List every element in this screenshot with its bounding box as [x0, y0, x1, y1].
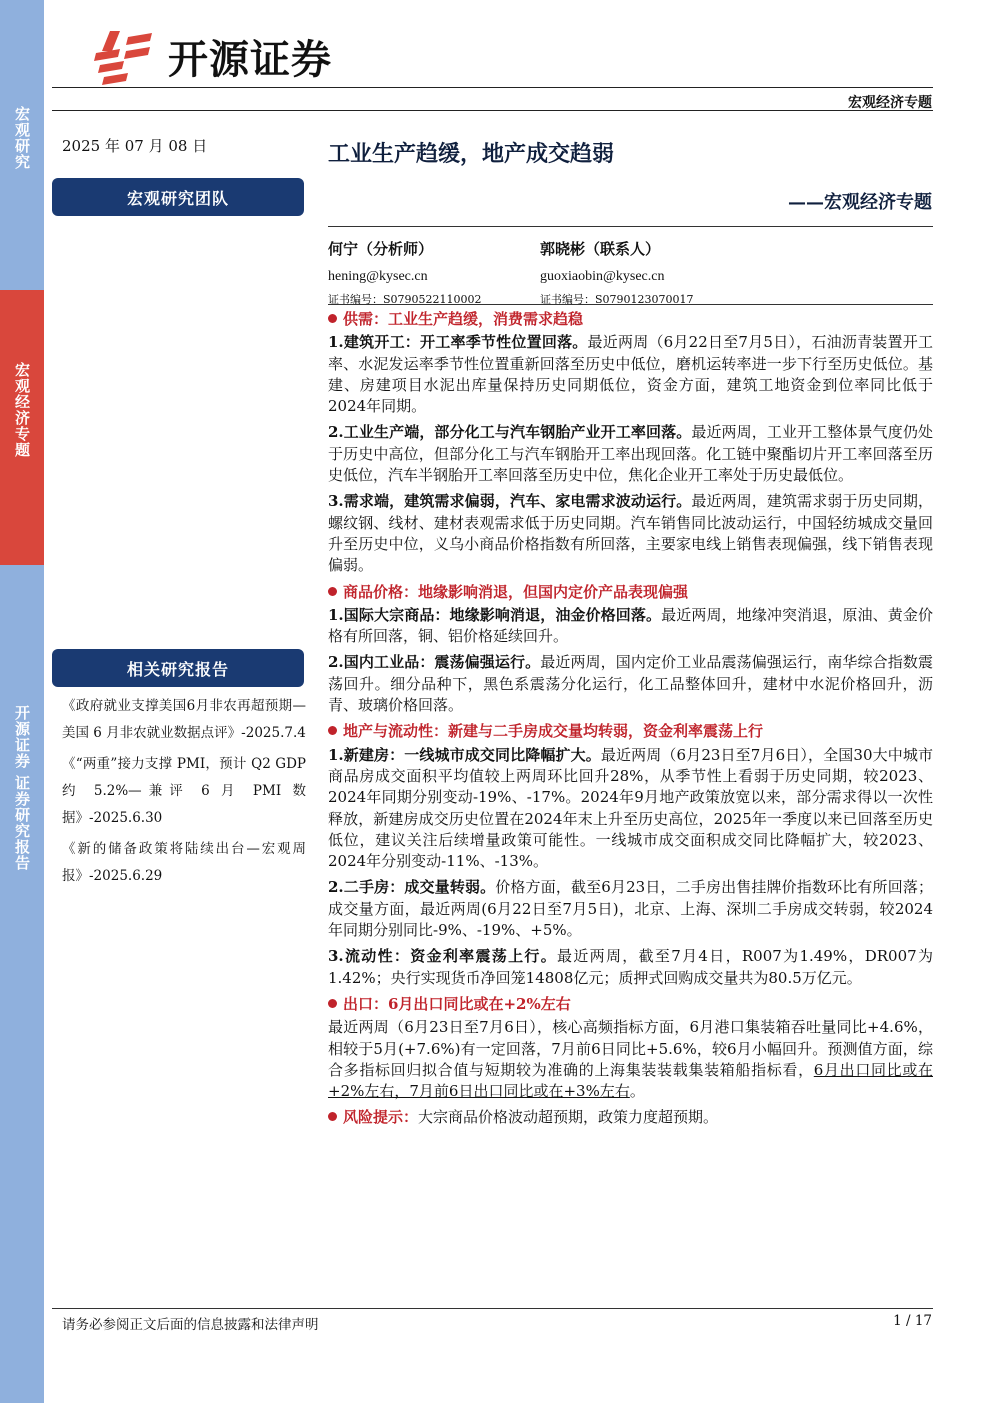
section-heading — [328, 582, 933, 603]
main-content — [328, 306, 933, 1129]
analyst-rule — [328, 304, 933, 305]
analyst-name: 郭晓彬（联系人） — [540, 240, 661, 258]
paragraph — [328, 1017, 933, 1102]
header-rule-bottom — [52, 110, 933, 111]
paragraph-lead: 2.工业生产端，部分化工与汽车钢胎产业开工率回落。 — [328, 423, 692, 442]
related-header: 相关研究报告 — [52, 649, 304, 687]
title-rule — [328, 226, 933, 227]
paragraph-lead: 1.新建房：一线城市成交同比降幅扩大。 — [328, 745, 601, 764]
footer-rule — [52, 1308, 933, 1309]
section-heading — [328, 721, 933, 742]
bullet-dot-icon — [328, 314, 337, 323]
paragraph-lead: 1.国际大宗商品：地缘影响消退，油金价格回落。 — [328, 605, 662, 624]
bullet-dot-icon — [328, 1112, 337, 1121]
paragraph-body: 最近两周（6月23日至7月6日），全国30大中城市商品房成交面积平均值较上两周环比回升28%，从季节性上看弱于历史同期，较2023、2024年同期分别变动-19%、-17%。2024年9月地产政策放宽以来，部分需求得以一次性释放，新建房成交历史位置在2024年末上升至历史高位，2025年一季度以来已回落至历史低位，建议关注后续增量政策可能性。一线城市成交面积成交同比降幅扩大，较2023、2024年分别变动-11%、-13%。 — [328, 745, 933, 871]
related-report-link[interactable]: 《新的储备政策将陆续出台—宏观周报》-2025.6.29 — [62, 841, 306, 884]
paragraph-body: 最近两周，工业开工整体景气度仍处于历史中高位，但部分化工与汽车钢胎开工率出现回落。化工链中聚酯切片开工率回落至历史低位，汽车半钢胎开工率回落至历史中位，焦化企业开工率处于历史最低位。 — [328, 423, 933, 485]
report-title: 工业生产趋缓，地产成交趋弱 — [328, 141, 615, 167]
section-heading-text: 出口：6月出口同比或在+2%左右 — [343, 994, 571, 1013]
paragraph-end: 。 — [629, 1082, 645, 1101]
paragraph — [328, 946, 933, 989]
paragraph-lead: 3.需求端，建筑需求偏弱，汽车、家电需求波动运行。 — [328, 492, 692, 511]
report-date: 2025 年 07 月 08 日 — [62, 137, 208, 155]
paragraph-body: 最近两周（6月22日至7月5日），石油沥青装置开工率、水泥发运率季节性位置重新回落至历史中低位，磨机运转率进一步下行至历史低位。基建、房建项目水泥出库量保持历史同期低位，资金方面，建筑工地资金到位率同比低于2024年同期。 — [328, 333, 933, 416]
paragraph-lead: 2.国内工业品：震荡偏强运行。 — [328, 653, 541, 672]
paragraph-body: 最近两周，截至7月4日，R007为1.49%，DR007为1.42%；央行实现货币净回笼14808亿元；质押式回购成交量共为80.5万亿元。 — [328, 947, 933, 987]
paragraph — [328, 491, 933, 576]
side-label-brand-b: 证券研究报告 — [13, 775, 31, 871]
paragraph — [328, 745, 933, 873]
team-header: 宏观研究团队 — [52, 178, 304, 216]
side-label-brand-a: 开源证券 — [13, 705, 31, 769]
section-heading-text: 地产与流动性：新建与二手房成交量均转弱，资金利率震荡上行 — [343, 722, 764, 741]
page-number: 1 / 17 — [893, 1313, 932, 1329]
header-tag: 宏观经济专题 — [848, 95, 932, 111]
related-reports — [62, 693, 306, 894]
risk-note — [328, 1107, 933, 1128]
analyst-email[interactable]: hening@kysec.cn — [328, 269, 428, 284]
paragraph — [328, 652, 933, 716]
section-heading — [328, 994, 933, 1015]
risk-text: 大宗商品价格波动超预期，政策力度超预期。 — [418, 1108, 719, 1127]
paragraph-body: 最近两周，地缘冲突消退，原油、黄金价格有所回落，铜、铝价格延续回升。 — [328, 605, 933, 646]
risk-label: 风险提示： — [343, 1108, 419, 1127]
side-segment-topic — [0, 290, 44, 565]
paragraph-lead: 3.流动性：资金利率震荡上行。 — [328, 947, 558, 966]
report-subtitle: ——宏观经济专题 — [788, 192, 932, 213]
side-label-brand — [12, 705, 32, 1403]
side-segment-brand — [0, 565, 44, 1403]
footer-disclaimer: 请务必参阅正文后面的信息披露和法律声明 — [62, 1317, 319, 1333]
company-logo — [90, 28, 332, 85]
related-report-link[interactable]: 《政府就业支撑美国6月非农再超预期—美国 6 月非农就业数据点评》-2025.7.4 — [62, 698, 306, 741]
section-heading-text: 供需：工业生产趋缓，消费需求趋稳 — [343, 310, 584, 328]
logo-text: 开源证券 — [168, 37, 332, 83]
logo-mark-icon — [90, 29, 158, 85]
paragraph — [328, 605, 933, 648]
side-label-research: 宏观研究 — [13, 106, 31, 170]
bullet-dot-icon — [328, 999, 337, 1008]
related-report-link[interactable]: 《“两重”接力支撑 PMI，预计 Q2 GDP 约 5.2%—兼评 6 月 PMI 数据》-2025.6.30 — [62, 756, 306, 826]
section-heading — [328, 309, 933, 330]
paragraph-body: 价格方面，截至6月23日，二手房出售挂牌价指数环比有所回落；成交量方面，最近两周(6月22日至7月5日)，北京、上海、深圳二手房成交转弱，较2024年同期分别同比-9%、-19%、+5%。 — [328, 878, 933, 940]
analyst-card — [540, 238, 694, 307]
bullet-dot-icon — [328, 587, 337, 596]
bullet-dot-icon — [328, 726, 337, 735]
paragraph-lead: 2.二手房：成交量转弱。 — [328, 878, 496, 897]
section-heading-text: 商品价格：地缘影响消退，但国内定价产品表现偏强 — [343, 582, 689, 601]
analyst-email[interactable]: guoxiaobin@kysec.cn — [540, 269, 665, 284]
header-rule — [52, 87, 933, 88]
paragraph-lead: 1.建筑开工：开工率季节性位置回落。 — [328, 333, 588, 352]
paragraph-body: 最近两周，国内定价工业品震荡偏强运行，南华综合指数震荡回升。细分品种下，黑色系震荡分化运行，化工品整体回升，建材中水泥价格回升，沥青、玻璃价格回落。 — [328, 653, 933, 715]
paragraph — [328, 422, 933, 486]
paragraph — [328, 877, 933, 941]
paragraph-body: 最近两周（6月23日至7月6日），核心高频指标方面，6月港口集装箱吞吐量同比+4.6%，相较于5月(+7.6%)有一定回落，7月前6日同比+5.6%，较6月小幅回升。预测值方面，综合多指标回归拟合值与短期较为准确的上海集装装载集装箱船指标看， — [328, 1018, 933, 1079]
side-strip — [0, 0, 44, 1403]
analyst-cert: 证书编号：S0790123070017 — [540, 293, 694, 306]
paragraph-body: 最近两周，建筑需求弱于历史同期，螺纹钢、线材、建材表观需求低于历史同期。汽车销售同比波动运行，中国轻纺城成交量回升至历史中位，义乌小商品价格指数有所回落，主要家电线上销售表现偏强，线下销售表现偏弱。 — [328, 492, 933, 575]
analyst-card — [328, 238, 482, 307]
paragraph-underline: 6月出口同比或在+2%左右，7月前6日出口同比或在+3%左右 — [328, 1060, 933, 1101]
analyst-cert: 证书编号：S0790522110002 — [328, 293, 482, 306]
analyst-name: 何宁（分析师） — [328, 240, 434, 258]
paragraph — [328, 332, 933, 417]
side-label-topic: 宏观经济专题 — [13, 362, 31, 458]
side-segment-research — [0, 0, 44, 290]
